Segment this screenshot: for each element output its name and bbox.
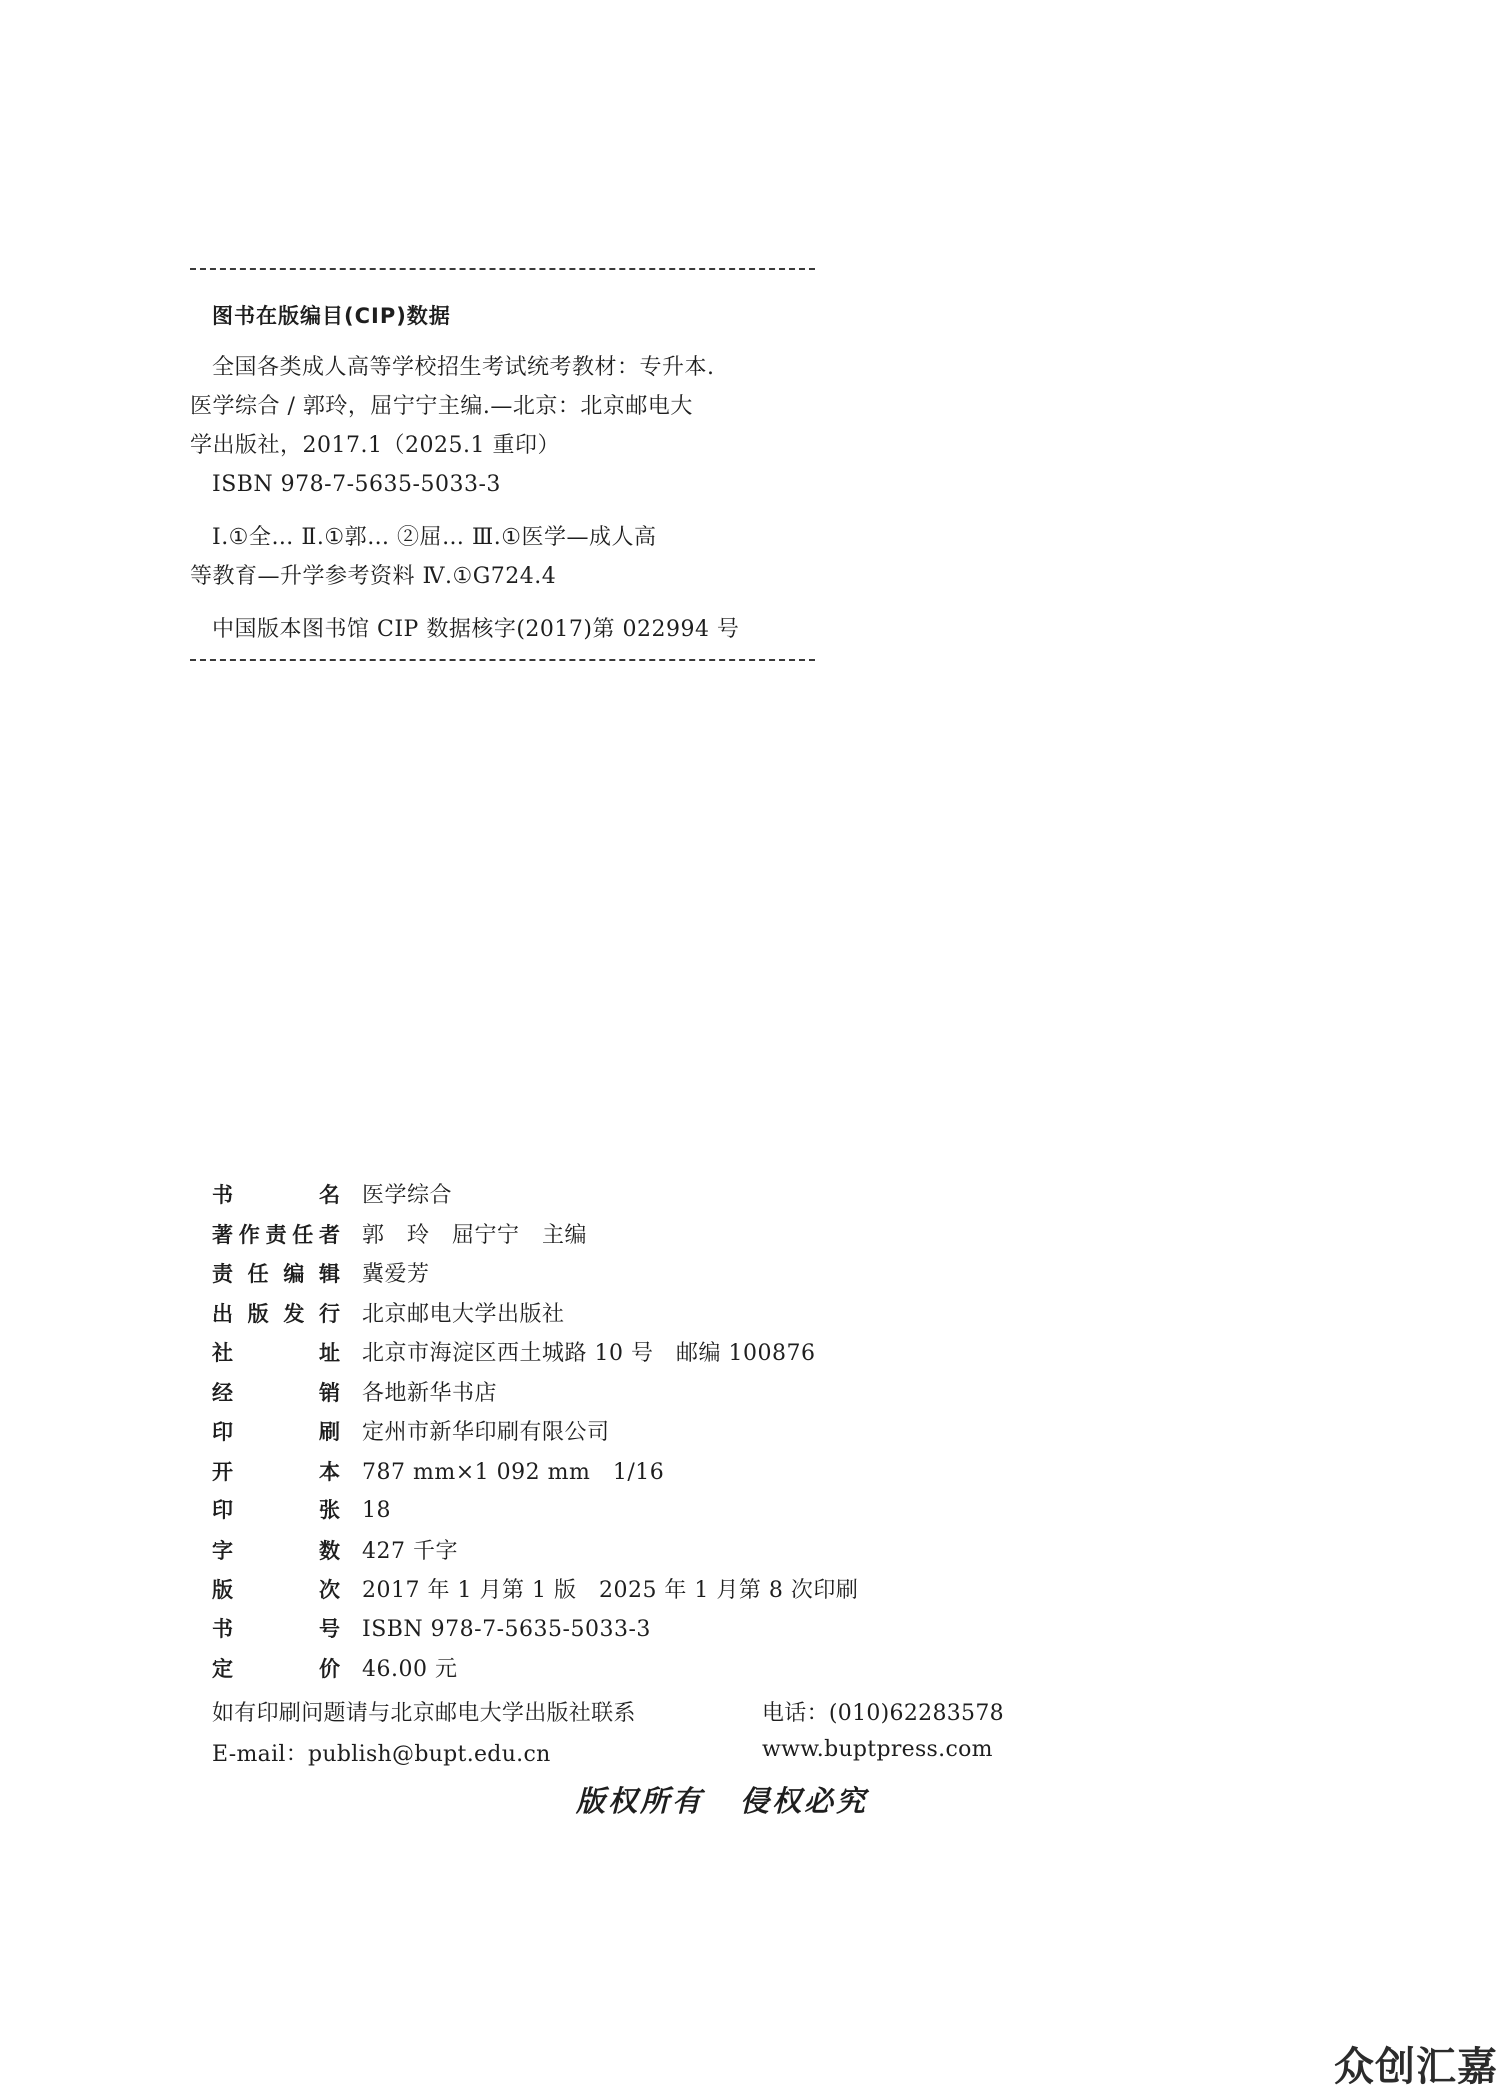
info-label-char: 址 [319,1341,340,1365]
contact-line-issues [212,1696,1032,1727]
info-label-char: 发 [283,1301,305,1326]
cip-block [190,268,815,661]
info-row [212,1573,1032,1613]
info-label-char: 经 [212,1380,233,1405]
info-row [212,1376,1032,1416]
info-row [212,1218,1032,1258]
info-label-char: 名 [319,1183,340,1207]
info-label-char: 数 [319,1538,340,1563]
info-label-char: 辑 [318,1262,340,1286]
info-label-char: 书 [212,1183,233,1207]
info-label [212,1377,340,1407]
info-label-char: 版 [212,1578,233,1602]
cip-class-line: 等教育—升学参考资料 Ⅳ.①G724.4 [190,564,557,589]
info-value: 787 mm×1 092 mm 1/16 [362,1459,665,1485]
cip-classification [190,518,815,596]
rights-reserved: 版权所有 [576,1784,705,1818]
info-value: 冀爱芳 [362,1262,430,1287]
info-label-char: 次 [319,1578,340,1602]
info-value: 427 千字 [362,1538,458,1564]
info-label-char: 印 [212,1420,233,1444]
cip-class-line: Ⅰ.①全… Ⅱ.①郭… ②屈… Ⅲ.①医学—成人高 [212,525,657,550]
info-label-char: 开 [212,1459,233,1484]
info-label-char: 本 [319,1459,340,1484]
print-issue-text: 如有印刷问题请与北京邮电大学出版社联系 [212,1701,636,1726]
info-value: 各地新华书店 [362,1380,498,1406]
info-label [212,1613,340,1643]
cip-bottom-divider [190,659,815,661]
info-row [212,1613,1032,1653]
info-row [212,1455,1032,1495]
info-label [212,1337,340,1367]
cip-record-number: 中国版本图书馆 CIP 数据核字(2017)第 022994 号 [212,617,740,642]
info-label-char: 出 [212,1301,233,1326]
info-label-char: 书 [212,1616,233,1641]
info-label-char: 著 [212,1222,233,1247]
cip-desc-line: 全国各类成人高等学校招生考试统考教材：专升本. [212,355,715,380]
info-label-char: 号 [319,1616,340,1641]
info-label [212,1535,340,1565]
info-label-char: 任 [292,1222,314,1247]
email-address: E-mail：publish@bupt.edu.cn [212,1742,551,1767]
info-value: 医学综合 [362,1183,453,1208]
info-label [212,1258,340,1288]
info-row [212,1297,1032,1337]
info-row [212,1257,1032,1297]
info-label-char: 责 [265,1222,287,1247]
cip-title: 图书在版编目(CIP)数据 [212,304,451,328]
infringement-warning: 侵权必究 [740,1784,869,1818]
info-label [212,1298,340,1328]
info-label-char: 价 [319,1657,340,1681]
info-label [212,1574,340,1604]
phone-number: 电话：(010)62283578 [762,1701,1004,1726]
info-label-char: 社 [212,1341,233,1365]
info-label-char: 刷 [319,1420,340,1444]
info-label [212,1179,340,1209]
info-label [212,1416,340,1446]
rights-statement [576,1779,868,1820]
info-value: 2017 年 1 月第 1 版 2025 年 1 月第 8 次印刷 [362,1578,859,1603]
info-row [212,1336,1032,1376]
info-label-char: 销 [319,1380,340,1405]
info-value: 郭 玲 屈宁宁 主编 [362,1222,588,1248]
info-label-char: 印 [212,1498,233,1522]
contact-line-web [212,1737,1032,1768]
info-label [212,1494,340,1524]
info-label-char: 任 [247,1262,269,1286]
info-value: 北京市海淀区西土城路 10 号 邮编 100876 [362,1341,816,1366]
info-label-char: 作 [238,1222,260,1247]
info-label-char: 字 [212,1538,233,1563]
cip-top-divider [190,268,815,270]
info-label [212,1653,340,1683]
info-label [212,1456,340,1486]
cip-description [190,348,815,465]
info-label-char: 版 [247,1301,269,1326]
info-row [212,1534,1032,1574]
info-label-char: 责 [212,1262,233,1286]
info-row [212,1652,1032,1692]
info-row [212,1178,1032,1218]
publication-info-table [212,1178,1032,1692]
info-row [212,1415,1032,1455]
cip-isbn: ISBN 978-7-5635-5033-3 [212,472,501,497]
info-value: 定州市新华印刷有限公司 [362,1420,610,1445]
cip-desc-line: 医学综合 / 郭玲，屈宁宁主编.—北京：北京邮电大 [190,394,693,419]
info-value: 18 [362,1498,391,1523]
info-value: ISBN 978-7-5635-5033-3 [362,1616,651,1642]
info-label-char: 行 [318,1301,340,1326]
info-label-char: 编 [283,1262,305,1286]
info-value: 北京邮电大学出版社 [362,1301,565,1327]
info-label-char: 定 [212,1657,233,1681]
info-value: 46.00 元 [362,1657,458,1682]
info-label [212,1219,340,1249]
cip-desc-line: 学出版社，2017.1（2025.1 重印） [190,433,560,458]
website-url: www.buptpress.com [762,1737,993,1762]
info-row [212,1494,1032,1534]
watermark-logo: 众创汇嘉 [1334,2044,1498,2090]
info-label-char: 者 [319,1222,340,1247]
info-label-char: 张 [319,1498,340,1522]
